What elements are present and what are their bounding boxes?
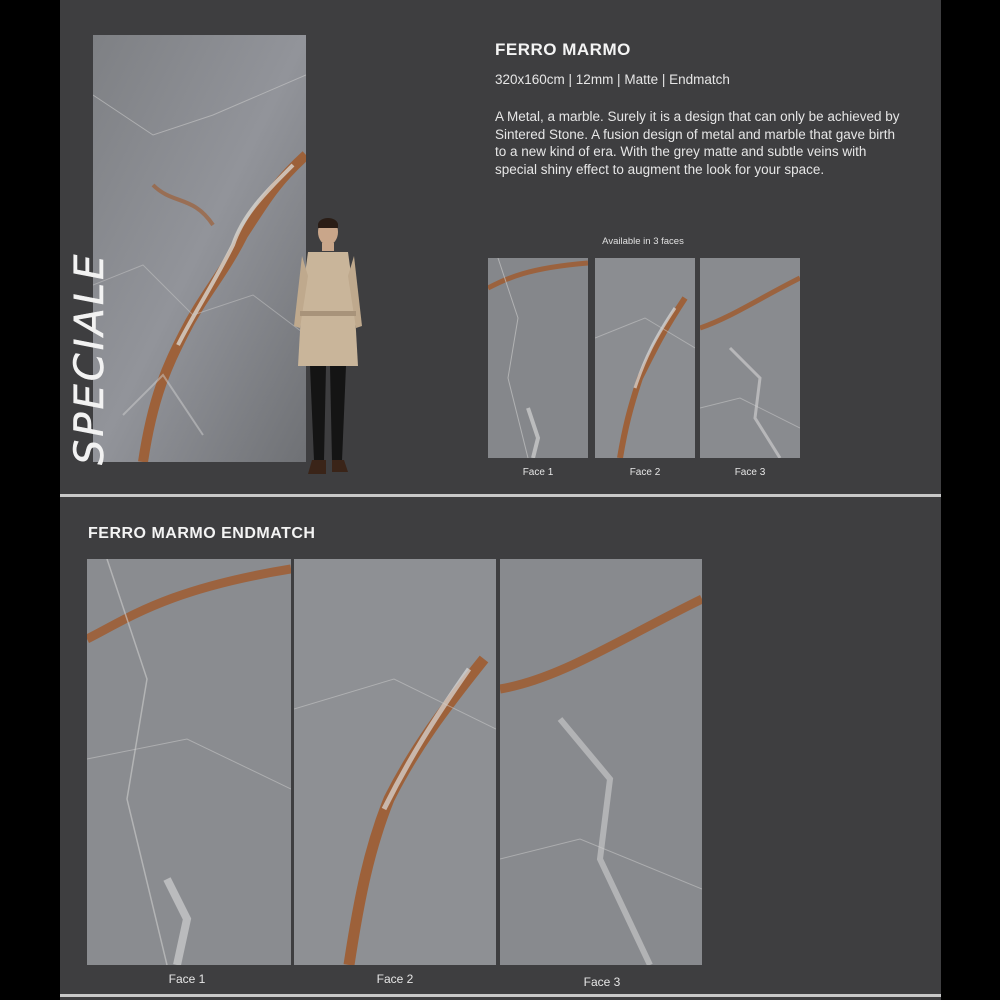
catalog-page: [60, 0, 941, 1000]
endmatch-slab-3: [500, 559, 702, 965]
face-label-3: Face 3: [734, 467, 766, 478]
face-label-1: Face 1: [522, 467, 554, 478]
endmatch-title: FERRO MARMO ENDMATCH: [88, 525, 316, 542]
faces-caption: Available in 3 faces: [602, 236, 684, 247]
face-thumbnail-3: [700, 258, 800, 458]
face-thumbnail-2: [595, 258, 695, 458]
bottom-divider: [60, 994, 941, 997]
endmatch-slab-1: [87, 559, 291, 965]
speciale-vertical-label: SPECIALE: [67, 251, 113, 465]
endmatch-label-2: Face 2: [376, 972, 414, 986]
section-divider: [60, 494, 941, 497]
product-title: FERRO MARMO: [495, 40, 631, 59]
product-description: A Metal, a marble. Surely it is a design that can only be achieved by Sintered Stone. A fusion design of metal and marble that gave birth to a new kind of era. With the grey matte and subtle veins with special shiny effect to augment the look for your space.: [495, 109, 900, 177]
product-specs: 320x160cm | 12mm | Matte | Endmatch: [495, 72, 730, 87]
face-label-2: Face 2: [629, 467, 661, 478]
person-scale-figure: [288, 216, 368, 482]
endmatch-label-3: Face 3: [583, 975, 621, 989]
face-thumbnail-1: [488, 258, 588, 458]
endmatch-label-1: Face 1: [168, 972, 206, 986]
hero-marble-slab: [93, 35, 306, 462]
endmatch-slab-2: [294, 559, 496, 965]
